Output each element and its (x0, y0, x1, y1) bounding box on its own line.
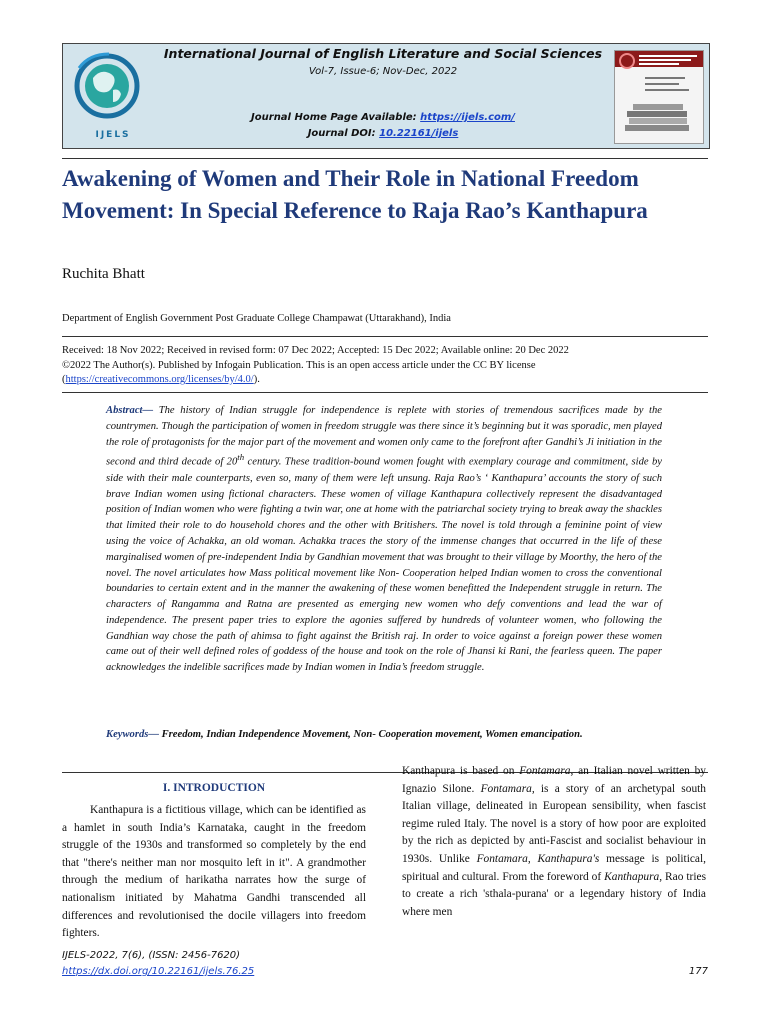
journal-logo (69, 50, 145, 142)
intro-right-column: Kanthapura is based on Fontamara, an Italian novel written by Ignazio Silone. Fontamara, is a story of an archetypal south Italian village, delineated in European sensibility, when fascist regime ruled Italy. The novel is a story of how poor are exploited by the rich as depicted by anti-Fascist and socialist behaviour in 1930s. Unlike Fontamara, Kanthapura's message is political, spiritual and cultural. From the foreword of Kanthapura, Rao tries to create a rich 'sthala-purana' or a legendary history of India where men (402, 765, 707, 918)
abstract-text-2: century. These tradition-bound women fought with exemplary courage and commitment, side by side with their male counterparts, even so, many of them were left unsung. Raja Rao’s ‘ Kanthapura’ accounts the story of such brave Indian women using fictional characters. These women of village Kanthapura collectively represent the disadvantaged position of Indian women who were fighting a twin war, one at home with the patriarchal society trying to break away the shackles that limited their role to do household chores and the other with Britishers. The novel is told through a feminine point of view using the voice of Achakka, an old woman. Achakka traces the story of the immense changes that occurred in the life of these marginalised women of pre-independent India by Gandhian movement that was brought to their village by Moorthy, the hero of the novel. The novel articulates how Mass political movement like Non- Cooperation helped Indian women to cross the conventional boundaries to certain extent and in the manner the awakening of these women benefitted the Independent struggle in return. The characters of Rangamma and Ratna are presented as emerging new women who defy conventions and lead the war of independence. The present paper tries to explore the agonies suffered by hundreds of volunteer women, who following the Gandhian way chose the path of ahimsa to fight against the British raj. In order to voice against a foreign power these women came out of their well defined roles of goddess of the house and took on the role of Jhansi ki Rani, the fearless queen. The paper acknowledges the indelible sacrifices made by Indian women in India’s freedom struggle. (106, 456, 662, 674)
header-rule (62, 158, 708, 159)
journal-cover-image (614, 50, 704, 144)
journal-home (153, 112, 613, 123)
affiliation-rule (62, 336, 708, 337)
journal-title: International Journal of English Literature and Social Sciences (163, 46, 603, 61)
keywords (106, 727, 662, 743)
keywords-text: Freedom, Indian Independence Movement, Non- Cooperation movement, Women emancipation. (158, 729, 583, 740)
doi-label: Journal DOI: (307, 128, 380, 139)
footer-citation: IJELS-2022, 7(6), (ISSN: 2456-7620) (62, 950, 241, 961)
footer-doi-link[interactable]: https://dx.doi.org/10.22161/ijels.76.25 (62, 966, 255, 977)
copyright-notice: ©2022 The Author(s). Published by Infogain Publication. This is an open access article under the CC BY license (62, 359, 536, 371)
journal-doi (153, 128, 613, 139)
doi-link[interactable]: 10.22161/ijels (379, 128, 459, 139)
page-footer (62, 948, 708, 980)
author-affiliation: Department of English Government Post Graduate College Champawat (Uttarakhand), India (62, 313, 451, 324)
books-icon (623, 103, 693, 133)
abstract-sup: th (237, 452, 245, 463)
logo-text: IJELS (95, 130, 131, 140)
page-number: 177 (688, 966, 708, 977)
license-line: (https://creativecommons.org/licenses/by/4.0/). (62, 374, 260, 385)
journal-header (62, 43, 710, 149)
home-link[interactable]: https://ijels.com/ (420, 112, 515, 123)
abstract-label: Abstract— (106, 405, 154, 416)
section-heading-introduction: I. INTRODUCTION (162, 782, 266, 794)
home-label: Journal Home Page Available: (251, 112, 421, 123)
abstract-text-1: The history of Indian struggle for independence is replete with stories of tremendous sacrifices made by the countrymen. Though the participation of women in freedom struggle was there since it’s beginning but it was sporadic, men played the role of protagonists for the major part of the movement and women only came to the forefront after Gandhi’s Ji initiation in the second and third decade of 20 (106, 405, 662, 468)
journal-issue: Vol-7, Issue-6; Nov-Dec, 2022 (308, 66, 458, 77)
author-name: Ruchita Bhatt (62, 266, 145, 282)
keywords-label: Keywords— (106, 729, 159, 740)
publication-info (62, 344, 708, 388)
received-dates: Received: 18 Nov 2022; Received in revised form: 07 Dec 2022; Accepted: 15 Dec 2022; Available online: 20 Dec 2022 (62, 345, 569, 356)
paper-title: Awakening of Women and Their Role in National Freedom Movement: In Special Reference to Raja Rao’s Kanthapura (62, 166, 648, 223)
globe-icon (69, 50, 145, 130)
intro-left-column: Kanthapura is a fictitious village, which can be identified as a hamlet in south India’s Karnataka, caught in the freedom struggle of the 1930s and transformed so completely by the end that "there's neither man nor mosquito left in it". A grandmother through the medium of harikatha narrates how the surge of nationalism initiated by Mahatma Gandhi transcended all differences and revolutionised the docile villagers into freedom fighters. (62, 804, 366, 940)
abstract-rule (62, 392, 708, 393)
license-link[interactable]: https://creativecommons.org/licenses/by/4.0/ (65, 374, 254, 385)
abstract (106, 403, 662, 676)
